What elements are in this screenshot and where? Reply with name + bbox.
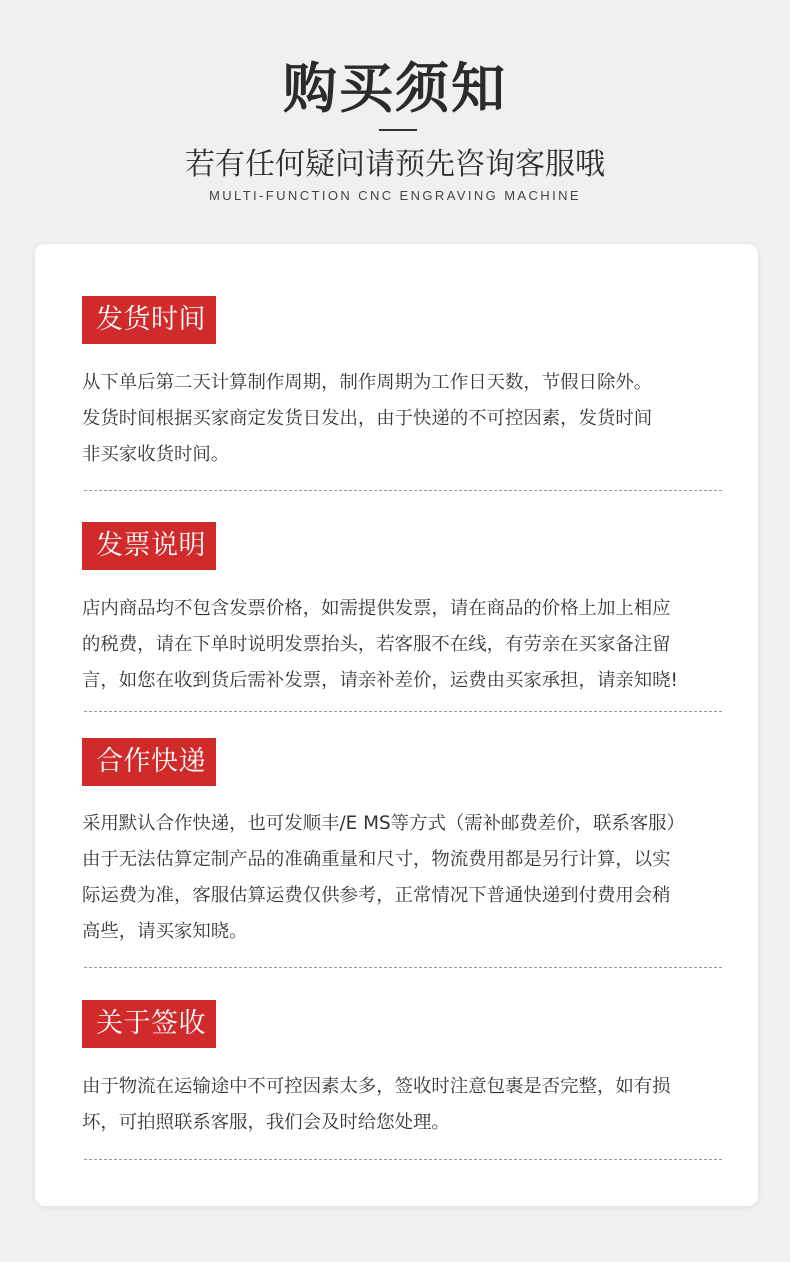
section-label: 合作快递: [82, 738, 216, 786]
section-invoice: [82, 522, 727, 699]
page-subtitle: 若有任何疑问请预先咨询客服哦: [185, 147, 605, 182]
section-label: 关于签收: [82, 1000, 216, 1048]
section-delivery-receipt: [82, 1000, 727, 1141]
section-text: 店内商品均不包含发票价格，如需提供发票，请在商品的价格上加上相应 的税费，请在下单时说明发票抬头，若客服不在线，有劳亲在买家备注留 言，如您在收到货后需补发票，请亲补差价，运费由买家承担，请亲知晓!: [82, 598, 678, 691]
section-text: 由于物流在运输途中不可控因素太多，签收时注意包裹是否完整，如有损 坏，可拍照联系客服，我们会及时给您处理。: [82, 1076, 671, 1133]
section-courier: [82, 738, 727, 950]
dashed-divider: [84, 490, 722, 491]
section-label: 发货时间: [82, 296, 216, 344]
section-label: 发票说明: [82, 522, 216, 570]
dashed-divider: [84, 967, 722, 968]
section-shipping-time: [82, 296, 727, 473]
notice-card: [35, 244, 758, 1206]
title-underline: [379, 129, 417, 131]
page-title: 购买须知: [283, 57, 507, 120]
page-tagline: MULTI-FUNCTION CNC ENGRAVING MACHINE: [209, 188, 581, 203]
section-text: 采用默认合作快递，也可发顺丰/E MS等方式（需补邮费差价，联系客服） 由于无法估算定制产品的准确重量和尺寸，物流费用都是另行计算，以实 际运费为准，客服估算运费仅供参考，正常情况下普通快递到付费用会稍 高些，请买家知晓。: [82, 813, 685, 942]
section-text: 从下单后第二天计算制作周期，制作周期为工作日天数，节假日除外。 发货时间根据买家商定发货日发出，由于快递的不可控因素，发货时间 非买家收货时间。: [82, 372, 653, 465]
dashed-divider: [84, 711, 722, 712]
dashed-divider: [84, 1159, 722, 1160]
